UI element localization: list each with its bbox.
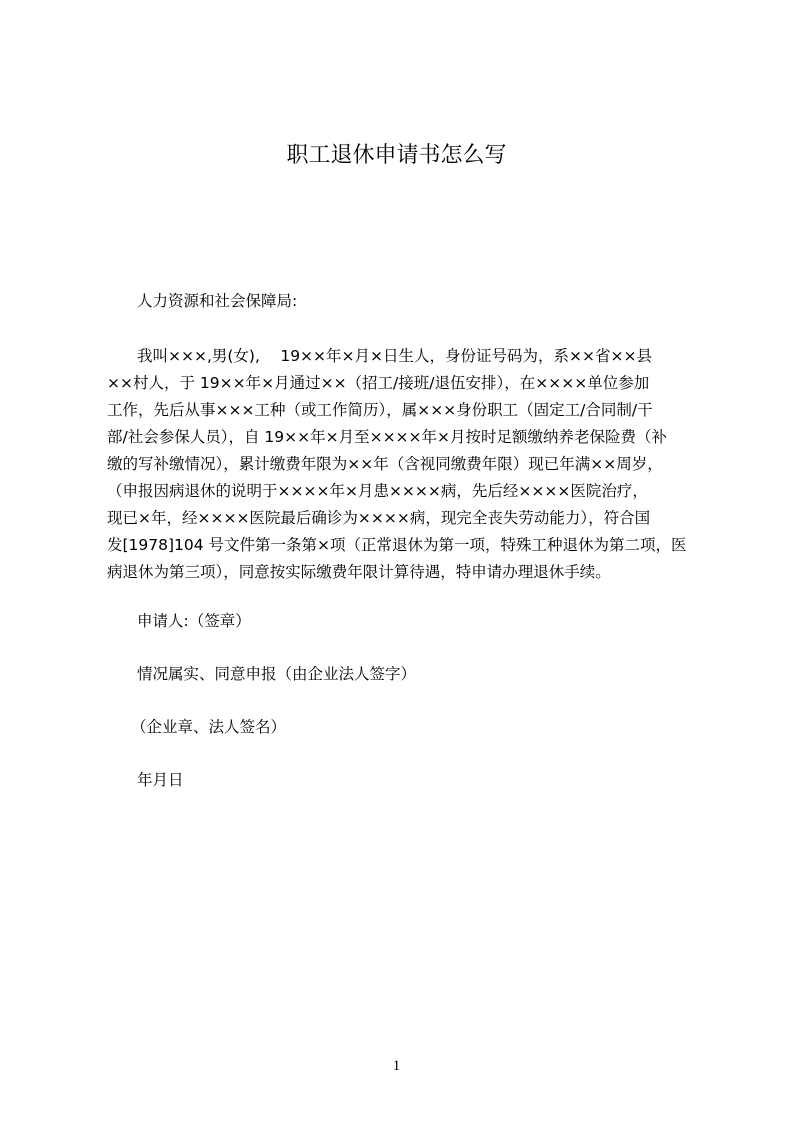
body-line: 工作，先后从事×××工种（或工作简历），属×××身份职工（固定工/合同制/干 <box>107 401 653 419</box>
document-title: 职工退休申请书怎么写 <box>286 143 507 168</box>
company-seal-line: （企业章、法人签名） <box>131 718 287 736</box>
body-line: 病退休为第三项），同意按实际缴费年限计算待遇，特申请办理退休手续。 <box>107 563 611 581</box>
body-line: 现已×年，经××××医院最后确诊为××××病，现完全丧失劳动能力），符合国 <box>107 509 651 527</box>
date-line: 年月日 <box>137 771 184 789</box>
applicant-signature-line: 申请人:（签章） <box>137 612 251 630</box>
body-line: （申报因病退休的说明于××××年×月患××××病，先后经××××医院治疗， <box>107 482 648 500</box>
body-line: 发[1978]104 号文件第一条第×项（正常退休为第一项，特殊工种退休为第二项，医 <box>107 536 687 554</box>
page-number: 1 <box>392 1058 401 1074</box>
body-line: 我叫×××,男(女), 19××年×月×日生人，身份证号码为，系××省××县 <box>137 347 652 365</box>
salutation: 人力资源和社会保障局: <box>137 292 298 310</box>
body-line: 缴的写补缴情况），累计缴费年限为××年（含视同缴费年限）现已年满××周岁， <box>107 455 663 473</box>
body-paragraph <box>107 343 690 586</box>
body-line: ××村人，于 19××年×月通过××（招工/接班/退伍安排），在××××单位参加 <box>107 374 650 392</box>
confirmation-line: 情况属实、同意申报（由企业法人签字） <box>137 665 417 683</box>
body-line: 部/社会参保人员），自 19××年×月至××××年×月按时足额缴纳养老保险费（补 <box>107 428 668 446</box>
